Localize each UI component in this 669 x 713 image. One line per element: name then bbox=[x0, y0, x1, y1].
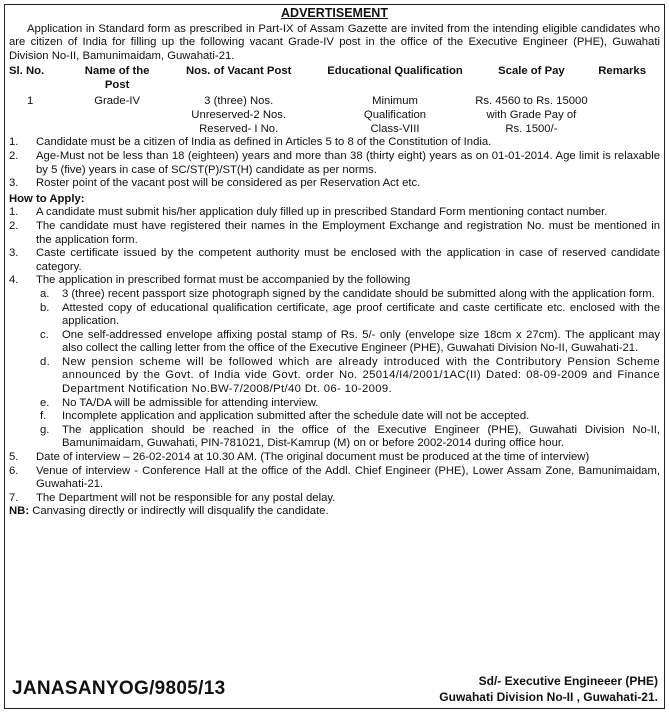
header-scale-of-pay: Scale of Pay bbox=[498, 65, 565, 78]
header-qualification: Educational Qualification bbox=[327, 65, 463, 78]
list-item bbox=[9, 247, 660, 274]
reference-number: JANASANYOG/9805/13 bbox=[12, 678, 226, 699]
sub-list-text: The application should be reached in the office of the Executive Engineer (PHE), Guwahati Division No-II, Bamunimaidam, Guwahati, PIN-781021, Dist-Kamrup (M) on or before 2002-2014 during office hour. bbox=[62, 423, 660, 450]
header-sl-no: Sl. No. bbox=[9, 65, 45, 78]
list-number: 6. bbox=[9, 464, 19, 477]
qualification-line-2: Qualification bbox=[363, 109, 427, 122]
sub-list-item bbox=[36, 410, 660, 424]
list-number: 3. bbox=[9, 177, 19, 190]
list-number: 1. bbox=[9, 206, 19, 219]
how-to-apply-heading: How to Apply: bbox=[9, 192, 85, 205]
sub-list-text: Attested copy of educational qualification certificate, age proof certificate and caste certificate etc. enclosed with the application. bbox=[62, 301, 660, 328]
list-item-text: Roster point of the vacant post will be considered as per Reservation Act etc. bbox=[36, 177, 421, 190]
sub-list-item bbox=[36, 329, 660, 356]
cell-remarks bbox=[598, 92, 660, 136]
list-item-text: A candidate must submit his/her application duly filled up in prescribed Standard Form mentioning contact number. bbox=[36, 206, 608, 219]
sub-list-letter: e. bbox=[40, 396, 50, 409]
list-number: 2. bbox=[9, 149, 19, 162]
sub-list-text: One self-addressed envelope affixing postal stamp of Rs. 5/- only (envelope size 18cm x 27cm). The applicant may also collect the calling letter from the office of the Executive Engineer (PHE), Guwahati Division No-II, Guwahati-21. bbox=[62, 328, 660, 355]
table-row bbox=[9, 92, 660, 136]
list-item-text: Age-Must not be less than 18 (eighteen) years and more than 38 (thirty eight) years as on 01-01-2014. Age limit is relaxable by 5 (five) years in case of SC/ST(P)/ST(H) candidate as per norms. bbox=[36, 149, 660, 176]
list-item bbox=[9, 451, 660, 465]
cell-post-name: Grade-IV bbox=[94, 95, 141, 108]
list-item-text: The Department will not be responsible for any postal delay. bbox=[36, 491, 336, 504]
header-post-name: Name of the Post bbox=[84, 65, 150, 92]
sub-list-letter: b. bbox=[40, 301, 50, 314]
advertisement-footer bbox=[9, 670, 660, 710]
header-vacant-posts: Nos. of Vacant Post bbox=[185, 65, 292, 78]
list-number: 7. bbox=[9, 491, 19, 504]
list-item bbox=[9, 150, 660, 177]
list-number: 4. bbox=[9, 274, 19, 287]
qualification-line-3: Class-VIII bbox=[370, 123, 420, 136]
header-remarks: Remarks bbox=[598, 65, 646, 78]
advertisement-title: ADVERTISEMENT bbox=[281, 6, 388, 20]
intro-paragraph: Application in Standard form as prescribed in Part-IX of Assam Gazette are invited from the intending eligible candidates who are citizen of India for filling up the following vacant Grade-IV post in the office of the Executive Engineer (PHE), Guwahati Division No-II, Bamunimaidam, Guwahati-21. bbox=[9, 22, 660, 62]
vacant-total: 3 (three) Nos. bbox=[204, 95, 274, 108]
list-item bbox=[9, 206, 660, 220]
signature-line-1: Sd/- Executive Engineeer (PHE) bbox=[478, 674, 658, 688]
enclosures-sublist bbox=[36, 288, 660, 451]
signature-block bbox=[439, 673, 658, 705]
sub-list-text: No TA/DA will be admissible for attending interview. bbox=[62, 396, 319, 409]
qualification-line-1: Minimum bbox=[372, 95, 418, 108]
list-item bbox=[9, 136, 660, 150]
sub-list-text: Incomplete application and application submitted after the schedule date will not be accepted. bbox=[62, 410, 530, 423]
list-number: 2. bbox=[9, 219, 19, 232]
conditions-list bbox=[9, 136, 660, 190]
sub-list-letter: f. bbox=[40, 410, 47, 423]
cell-scale-of-pay bbox=[465, 92, 599, 136]
list-item bbox=[9, 465, 660, 492]
signature-line-2: Guwahati Division No-II , Guwahati-21. bbox=[439, 690, 658, 704]
list-item bbox=[9, 220, 660, 247]
nb-text: Canvasing directly or indirectly will disqualify the candidate. bbox=[32, 505, 329, 518]
list-item-text: The candidate must have registered their names in the Employment Exchange and registration No. must be mentioned in the application form. bbox=[36, 219, 660, 246]
vacant-unreserved: Unreserved-2 Nos. bbox=[191, 109, 287, 122]
vacancy-table-header bbox=[9, 64, 660, 92]
sub-list-letter: g. bbox=[40, 423, 50, 436]
sub-list-text: New pension scheme will be followed which are already introduced with the Contributory Pension Scheme announced by the Govt. of India vide Govt. order No. 25014/I4/2001/1AC(II) Dated: 08-09-2009 and Finance Department Notification No.BW-7/2008/Pt/40 Dt. 06- 10-2009. bbox=[62, 355, 660, 396]
list-item bbox=[9, 492, 660, 506]
list-number: 3. bbox=[9, 247, 19, 260]
sub-list-item bbox=[36, 288, 660, 302]
vacancy-table bbox=[9, 64, 660, 136]
list-number: 5. bbox=[9, 451, 19, 464]
pay-line-2: with Grade Pay of bbox=[486, 109, 577, 122]
sub-list-item bbox=[36, 356, 660, 397]
sub-list-item bbox=[36, 424, 660, 451]
sub-list-item bbox=[36, 397, 660, 411]
cell-vacant-posts bbox=[152, 92, 326, 136]
list-item-text: The application in prescribed format must be accompanied by the following bbox=[36, 274, 411, 287]
how-to-apply-list bbox=[9, 206, 660, 505]
list-item-text: Venue of interview - Conference Hall at the office of the Addl. Chief Engineer (PHE), Lower Assam Zone, Bamunimaidam, Guwahati-21. bbox=[36, 464, 660, 491]
list-item bbox=[9, 177, 660, 191]
list-item-text: Candidate must be a citizen of India as defined in Articles 5 to 8 of the Constitution of India. bbox=[36, 136, 492, 149]
nb-note bbox=[9, 505, 660, 519]
cell-sl-no: 1 bbox=[27, 95, 34, 108]
list-item-text: Date of interview – 26-02-2014 at 10.30 AM. (The original document must be produced at the time of interview) bbox=[36, 451, 590, 464]
sub-list-letter: a. bbox=[40, 287, 50, 300]
list-item bbox=[9, 274, 660, 451]
pay-line-1: Rs. 4560 to Rs. 15000 bbox=[475, 95, 588, 108]
cell-qualification bbox=[325, 92, 464, 136]
list-item-text: Caste certificate issued by the competent authority must be enclosed with the application in case of reserved candidate category. bbox=[36, 247, 660, 273]
nb-label: NB: bbox=[9, 505, 30, 518]
pay-line-3: Rs. 1500/- bbox=[505, 123, 558, 136]
sub-list-letter: c. bbox=[40, 328, 49, 341]
list-number: 1. bbox=[9, 136, 19, 149]
sub-list-letter: d. bbox=[40, 355, 51, 368]
sub-list-text: 3 (three) recent passport size photograph signed by the candidate should be submitted along with the application form. bbox=[62, 287, 655, 300]
sub-list-item bbox=[36, 302, 660, 329]
vacant-reserved: Reserved- I No. bbox=[199, 123, 279, 136]
